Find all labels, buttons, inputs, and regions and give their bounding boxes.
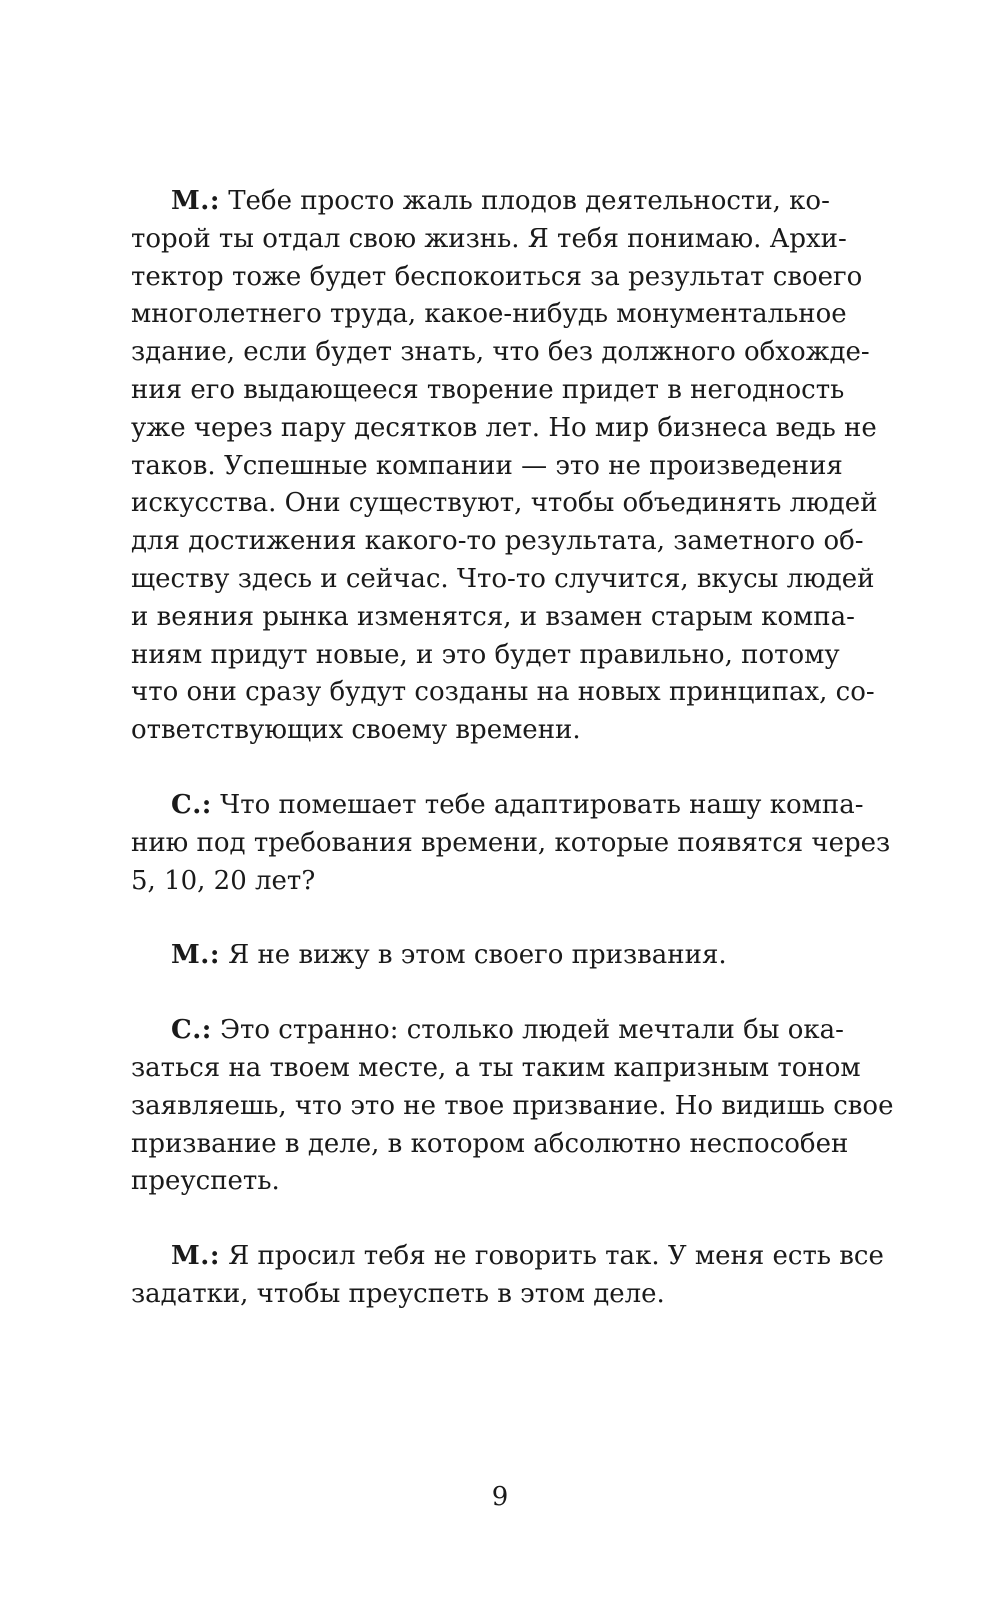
dialogue-paragraph	[131, 787, 891, 900]
speaker-label: М.:	[171, 940, 220, 971]
text-line: нию под требования времени, которые появятся через	[131, 827, 891, 858]
speaker-label: М.:	[171, 1241, 220, 1272]
text-line: ответствующих своему времени.	[131, 715, 581, 746]
page-number: 9	[491, 1482, 509, 1512]
text-line: заться на твоем месте, а ты таким капризным тоном	[131, 1052, 861, 1083]
speaker-label: С.:	[171, 789, 212, 820]
text-line: таков. Успешные компании — это не произведения	[131, 450, 843, 481]
text-line: уже через пару десятков лет. Но мир бизнеса ведь не	[131, 412, 877, 443]
text-line: М.: Тебе просто жаль плодов деятельности, ко-	[171, 186, 830, 216]
text-line: М.: Я не вижу в этом своего призвания.	[171, 940, 727, 971]
dialogue-paragraph	[131, 1012, 894, 1201]
text-line: торой ты отдал свою жизнь. Я тебя понимаю. Архи-	[131, 223, 847, 254]
text-line: ниям придут новые, и это будет правильно, потому	[131, 639, 840, 670]
text-line: здание, если будет знать, что без должного обхожде-	[131, 337, 870, 368]
text-line: С.: Что помешает тебе адаптировать нашу компа-	[171, 789, 864, 820]
speaker-label: С.:	[171, 1015, 212, 1046]
text-line: многолетнего труда, какое-нибудь монументальное	[131, 299, 847, 330]
text-line: 5, 10, 20 лет?	[131, 865, 316, 896]
text-line: ществу здесь и сейчас. Что-то случится, вкусы людей	[131, 563, 875, 594]
text-line: задатки, чтобы преуспеть в этом деле.	[131, 1278, 665, 1309]
text-line: и веяния рынка изменятся, и взамен старым компа-	[131, 601, 855, 632]
dialogue-text	[131, 183, 894, 1351]
dialogue-paragraph	[131, 1238, 884, 1314]
text-line: призвание в деле, в котором абсолютно неспособен	[131, 1128, 849, 1159]
text-line: что они сразу будут созданы на новых принципах, со-	[131, 677, 875, 708]
text-line: М.: Я просил тебя не говорить так. У меня есть все	[171, 1241, 884, 1272]
text-line: С.: Это странно: столько людей мечтали бы ока-	[171, 1015, 844, 1046]
dialogue-paragraph	[131, 937, 817, 975]
speaker-label: М.:	[171, 186, 220, 216]
text-line: тектор тоже будет беспокоиться за результат своего	[131, 261, 863, 292]
text-line: искусства. Они существуют, чтобы объединять людей	[131, 488, 878, 519]
text-line: ния его выдающееся творение придет в негодность	[131, 374, 845, 405]
text-line: заявляешь, что это не твое призвание. Но видишь свое	[131, 1090, 894, 1121]
text-line: преуспеть.	[131, 1166, 280, 1197]
text-line: для достижения какого-то результата, заметного об-	[131, 526, 864, 557]
dialogue-paragraph	[131, 183, 878, 750]
